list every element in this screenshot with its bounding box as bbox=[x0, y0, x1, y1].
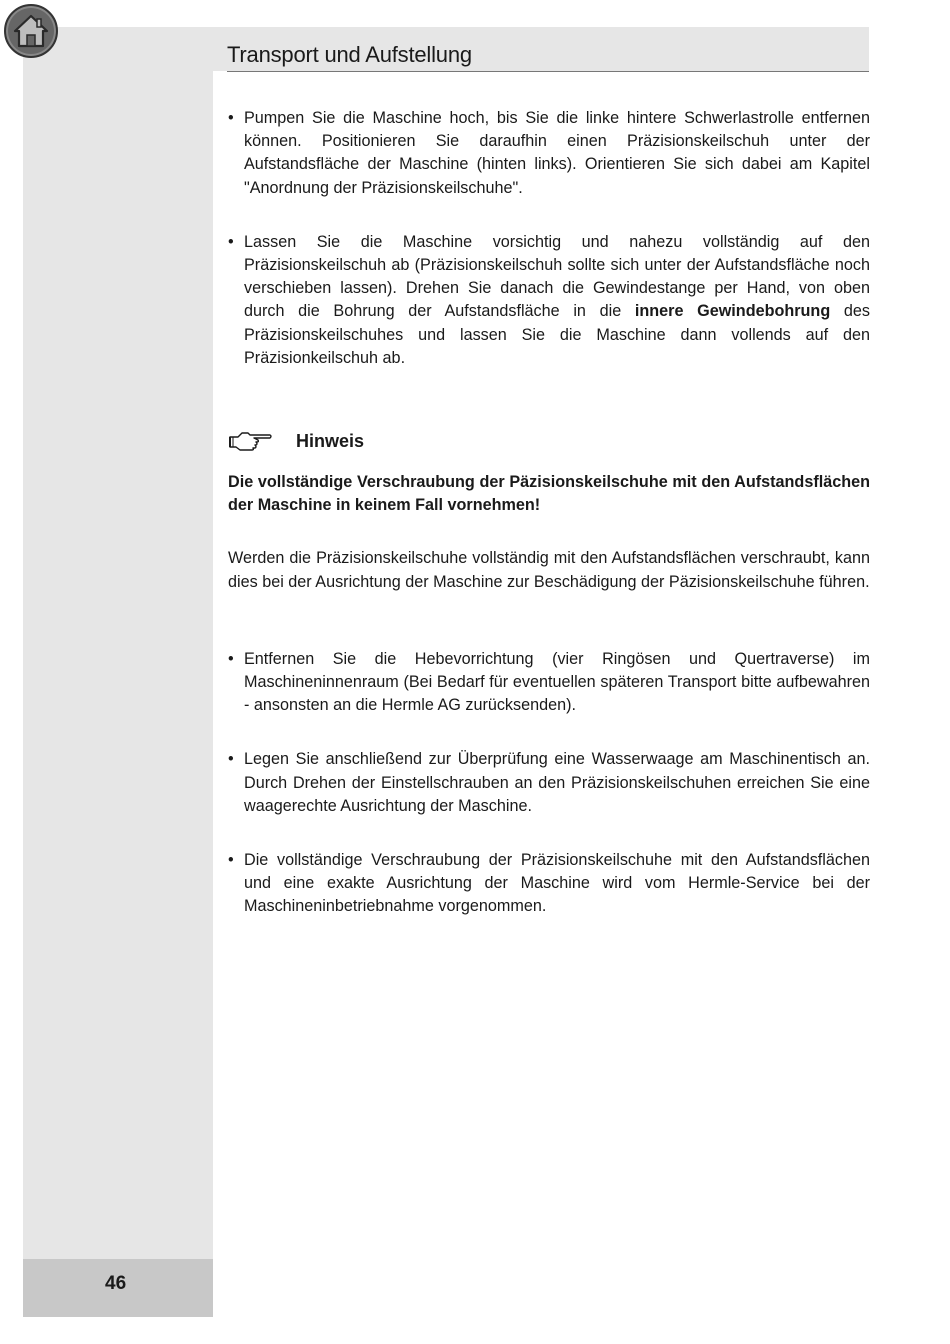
page-title: Transport und Aufstellung bbox=[227, 42, 472, 67]
pointing-hand-icon bbox=[228, 429, 274, 453]
bullet-item bbox=[228, 849, 870, 919]
bullet-text: Pumpen Sie die Maschine hoch, bis Sie die linke hintere Schwerlastrolle entfernen können. Positionieren Sie daraufhin einen Präzisionskeilschuh unter der Aufstandsfläche der Maschine (hinten links). Orientieren Sie sich dabei am Kapitel "Anordnung der Präzisionskeilschuhe". bbox=[244, 109, 870, 197]
bullet-dot: • bbox=[228, 109, 234, 127]
note-body: Werden die Präzisionskeilschuhe vollständig mit den Aufstandsflächen verschraubt, kann dies bei der Ausrichtung der Maschine zur Beschädigung der Päzisionskeilschuhe führen. bbox=[228, 549, 870, 591]
bullet-item bbox=[228, 231, 870, 370]
bullet-text: Legen Sie anschließend zur Überprüfung eine Wasserwaage am Maschinentisch an. Durch Drehen der Einstellschrauben an den Präzisionskeilschuhen erreichen Sie eine waagerechte Ausrichtung der Maschine. bbox=[244, 750, 870, 815]
note-label: Hinweis bbox=[296, 431, 365, 452]
sidebar-band bbox=[23, 27, 213, 1317]
bullet-text: Entfernen Sie die Hebevorrichtung (vier Ringösen und Quertraverse) im Maschineninnenraum (Bei Bedarf für eventuellen späteren Transport bitte aufbewahren - ansonsten an die Hermle AG zurücksenden). bbox=[244, 649, 870, 715]
page-number: 46 bbox=[105, 1273, 127, 1294]
bullet-text: Lassen Sie die Maschine vorsichtig und nahezu vollständig auf den Präzisionskeilschuh ab (Präzisionskeilschuh sollte sich unter der Aufstandsfläche noch verschieben lassen). Drehen Sie danach die Gewindestange per Hand, von oben durch die Bohrung der Aufstandsfläche in die bbox=[244, 232, 870, 321]
bullet-bold-text: innere Gewindebohrung bbox=[634, 302, 831, 321]
bullet-item bbox=[228, 107, 870, 200]
bullet-dot: • bbox=[228, 649, 234, 668]
bullet-text: Die vollständige Verschraubung der Präzisionskeilschuhe mit den Aufstandsflächen und eine exakte Ausrichtung der Maschine wird vom Hermle-Service bei der Maschineninbetriebnahme vorgenommen. bbox=[244, 851, 870, 916]
bullet-dot: • bbox=[228, 851, 234, 870]
header-divider bbox=[227, 71, 869, 72]
note-header bbox=[228, 427, 870, 457]
note-warning: Die vollständige Verschraubung der Päzisionskeilschuhe mit den Aufstandsflächen der Maschine in keinem Fall vornehmen! bbox=[228, 473, 870, 515]
home-icon bbox=[11, 11, 51, 51]
main-content bbox=[228, 107, 870, 919]
bullet-dot: • bbox=[228, 750, 234, 769]
bullet-text: des Präzisionskeilschuhes und lassen Sie die Maschine dann vollends auf den Präzisionkeilschuh ab. bbox=[244, 302, 870, 367]
bullet-item bbox=[228, 648, 870, 718]
bullet-dot: • bbox=[228, 232, 234, 251]
home-button[interactable] bbox=[4, 4, 58, 58]
bullet-item bbox=[228, 748, 870, 818]
